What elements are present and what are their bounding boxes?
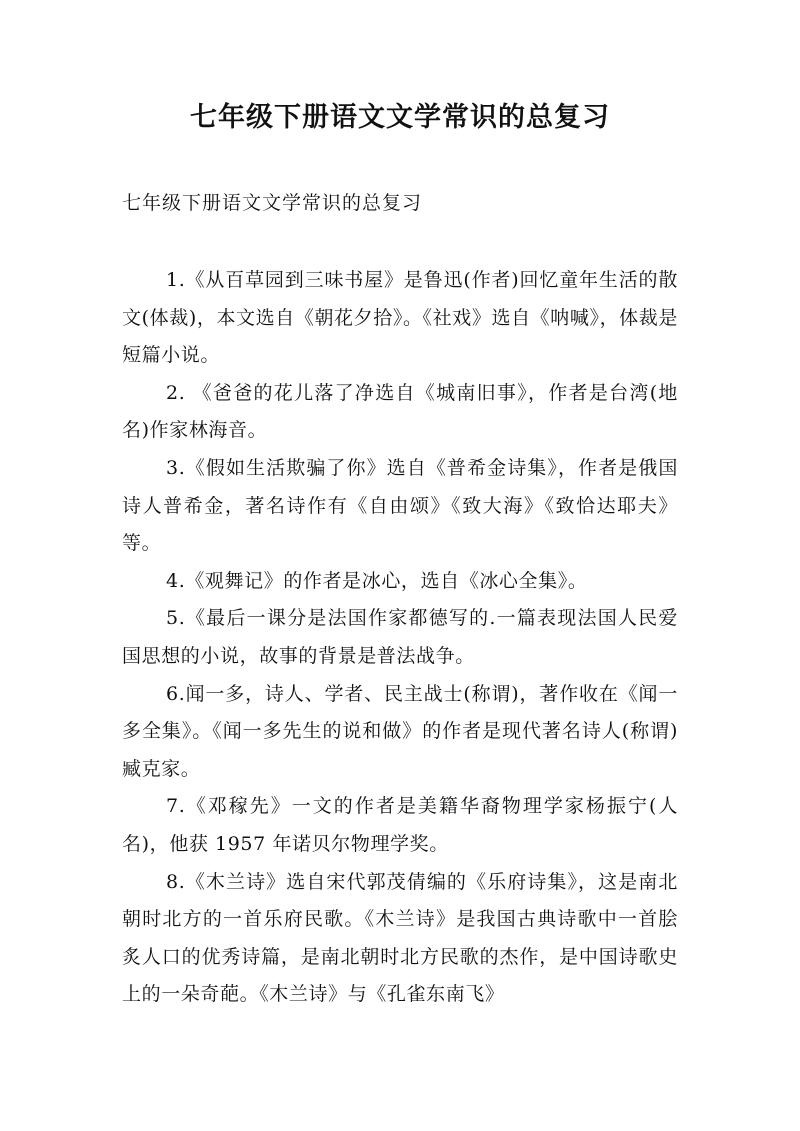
document-subtitle: 七年级下册语文文学常识的总复习	[122, 192, 423, 214]
paragraph-4: 4.《观舞记》的作者是冰心，选自《冰心全集》。	[166, 569, 588, 592]
paragraph-6: 6.闻一多，诗人、学者、民主战士(称谓)，著作收在《闻一多全集》。《闻一多先生的说和做》的作者是现代著名诗人(称谓)臧克家。	[122, 682, 678, 780]
paragraph-3: 3.《假如生活欺骗了你》选自《普希金诗集》，作者是俄国诗人普希金，著名诗作有《自由颂》《致大海》《致恰达耶夫》等。	[122, 456, 678, 555]
paragraph-1: 1.《从百草园到三味书屋》是鲁迅(作者)回忆童年生活的散文(体裁)，本文选自《朝花夕拾》。《社戏》选自《呐喊》，体裁是短篇小说。	[122, 269, 678, 367]
paragraph-7: 7.《邓稼先》一文的作者是美籍华裔物理学家杨振宁(人名)，他获 1957 年诺贝尔物理学奖。	[122, 795, 678, 855]
document-title: 七年级下册语文文学常识的总复习	[190, 102, 610, 133]
paragraph-8: 8.《木兰诗》选自宋代郭茂倩编的《乐府诗集》，这是南北朝时北方的一首乐府民歌。《木兰诗》是我国古典诗歌中一首脍炙人口的优秀诗篇，是南北朝时北方民歌的杰作，是中国诗歌史上的一朵奇葩。《木兰诗》与《孔雀东南飞》	[122, 870, 678, 1006]
document-body	[122, 262, 678, 1014]
paragraph-5: 5.《最后一课分是法国作家都德写的.一篇表现法国人民爱国思想的小说，故事的背景是普法战争。	[122, 607, 678, 667]
paragraph-2: 2. 《爸爸的花儿落了净选自《城南旧事》，作者是台湾(地名)作家林海音。	[122, 381, 678, 442]
